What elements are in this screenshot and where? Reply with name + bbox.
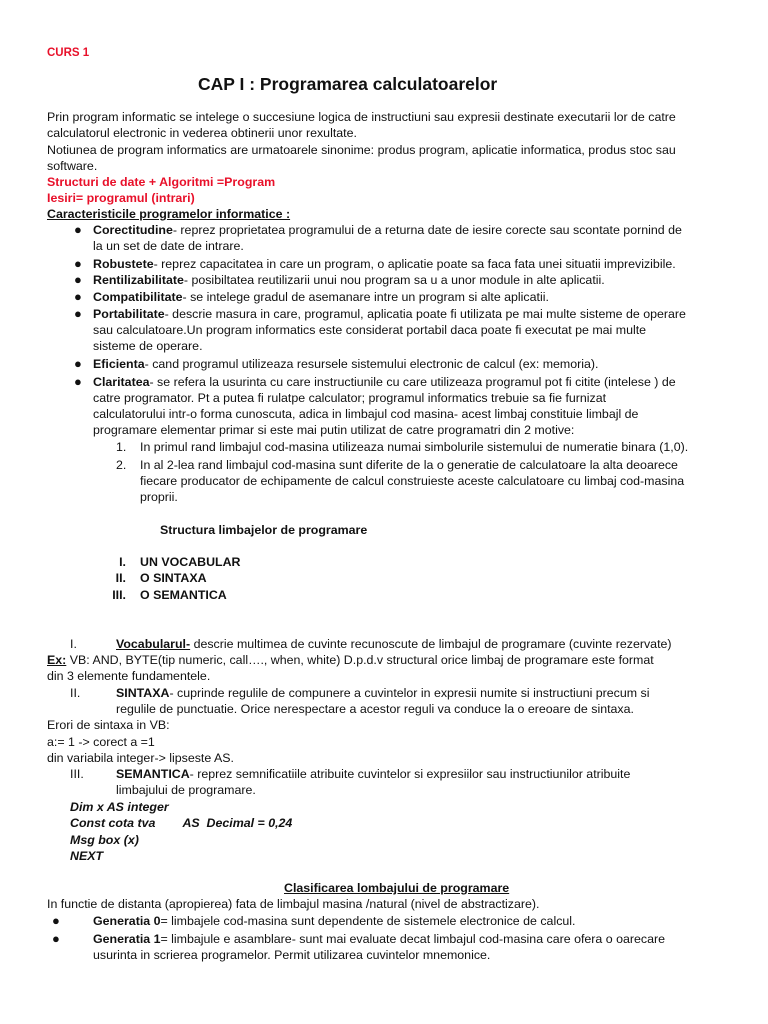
characteristic-item: Compatibilitate- se intelege gradul de asemanare intre un program si alte aplicatii. [93, 290, 549, 304]
bullet-icon: ● [74, 289, 82, 304]
bullet-icon: ● [74, 356, 82, 371]
structure-item: O SEMANTICA [140, 588, 227, 602]
characteristic-line: la un set de date de intrare. [93, 239, 244, 253]
code-line: Msg box (x) [70, 833, 139, 847]
intro-line: software. [47, 159, 98, 173]
semantics-line: SEMANTICA- reprez semnificatiile atribuite cuvintelor si expresiilor sau instructiunilor atribuite [116, 767, 631, 781]
code-line: Dim x AS integer [70, 800, 169, 814]
reason-line: In al 2-lea rand limbajul cod-masina sunt diferite de la o generatie de calculatoare la alta deoarece [140, 458, 678, 472]
characteristic-item: Robustete- reprez capacitatea in care un program, o aplicatie poate sa faca fata unei situatii imprevizibile. [93, 257, 676, 271]
reason-line: In primul rand limbajul cod-masina utilizeaza numai simbolurile sistemului de numeratie binara (1,0). [140, 440, 689, 454]
bullet-icon: ● [74, 272, 82, 287]
structure-item: UN VOCABULAR [140, 555, 241, 569]
characteristic-item: Claritatea- se refera la usurinta cu care instructiunile cu care utilizeaza programul pot fi citite (intelese ) de [93, 375, 676, 389]
syntax-error-line: a:= 1 -> corect a =1 [47, 735, 155, 749]
intro-line: Prin program informatic se intelege o succesiune logica de instructiuni sau expresii destinate executarii lor de catre [47, 110, 676, 124]
characteristic-line: sisteme de operare. [93, 339, 203, 353]
page-title: CAP I : Programarea calculatoarelor [198, 74, 498, 94]
vocab-example: Ex: VB: AND, BYTE(tip numeric, call…., when, white) D.p.d.v structural orice limbaj de programare este format [47, 653, 654, 667]
structure-number: II. [115, 571, 126, 585]
bullet-icon: ● [52, 913, 60, 928]
section-number: III. [70, 767, 84, 781]
generation-line: usurinta in scrierea programelor. Permit utilizarea cuvintelor mnemonice. [93, 948, 491, 962]
code-line: Const cota tva AS Decimal = 0,24 [70, 816, 293, 830]
bullet-icon: ● [74, 256, 82, 271]
classification-heading: Clasificarea lombajului de programare [284, 881, 510, 895]
syntax-line: SINTAXA- cuprinde regulile de compunere a cuvintelor in expresii numite si instructiuni precum si [116, 686, 650, 700]
reason-line: proprii. [140, 490, 178, 504]
bullet-icon: ● [52, 931, 60, 946]
characteristic-item: Corectitudine- reprez proprietatea programului de a returna date de iesire corecte sau scontate pornind de [93, 223, 682, 237]
vocab-line: din 3 elemente fundamentele. [47, 669, 211, 683]
reason-line: fiecare producator de echipamente de calcul construieste aceste calculatoare cu limbaj cod-masina [140, 474, 685, 488]
syntax-error-line: Erori de sintaxa in VB: [47, 718, 170, 732]
characteristic-line: calculatorului intr-o forma cunoscuta, adica in limbajul cod masina- acest limbaj constituie limbajl de [93, 407, 639, 421]
vocab-line: Vocabularul- descrie multimea de cuvinte recunoscute de limbajul de programare (cuvinte rezervate) [116, 637, 672, 651]
characteristic-line: sau calculatoare.Un program informatics este considerat portabil daca poate fi executat pe mai multe [93, 323, 647, 337]
characteristic-item: Eficienta- cand programul utilizeaza resursele sistemului electronic de calcul (ex: memoria). [93, 357, 599, 371]
syntax-line: regulile de punctuatie. Orice nerespectare a acestor reguli va conduce la o ereoare de sintaxa. [116, 702, 634, 716]
bullet-icon: ● [74, 222, 82, 237]
classification-intro: In functie de distanta (apropierea) fata de limbajul masina /natural (nivel de abstractizare). [47, 897, 540, 911]
structure-heading: Structura limbajelor de programare [160, 523, 368, 537]
intro-line: calculatorul electronic in vederea obtinerii unor rexultate. [47, 126, 357, 140]
characteristic-item: Rentilizabilitate- posibiltatea reutilizarii unui nou program sa u a unor module in alte aplicatii. [93, 273, 605, 287]
generation-item: Generatia 0= limbajele cod-masina sunt dependente de sistemele electronice de calcul. [93, 914, 576, 928]
generation-item: Generatia 1= limbajule e asamblare- sunt mai evaluate decat limbajul cod-masina care ofera o oarecare [93, 932, 665, 946]
course-label: CURS 1 [47, 47, 90, 59]
intro-line: Notiunea de program informatics are urmatoarele sinonime: produs program, aplicatie informatica, produs stoc sau [47, 143, 676, 157]
structure-number: III. [112, 588, 126, 602]
structure-number: I. [119, 555, 126, 569]
section-number: I. [70, 637, 77, 651]
formula-program: Structuri de date + Algoritmi =Program [47, 175, 276, 189]
semantics-line: limbajului de programare. [116, 783, 256, 797]
section-number: II. [70, 686, 81, 700]
syntax-error-line: din variabila integer-> lipseste AS. [47, 751, 234, 765]
characteristic-item: Portabilitate- descrie masura in care, programul, aplicatia poate fi utilizata pe mai multe sisteme de operare [93, 307, 686, 321]
structure-item: O SINTAXA [140, 571, 207, 585]
reason-number: 2. [116, 458, 127, 472]
bullet-icon: ● [74, 306, 82, 321]
characteristics-heading: Caracteristicile programelor informatice : [47, 207, 291, 221]
formula-output: Iesiri= programul (intrari) [47, 191, 195, 205]
characteristic-line: programare elementar primar si este mai putin utilizat de catre programatri din 2 motive: [93, 423, 575, 437]
characteristic-line: catre programator. Pt a putea fi rulatpe calculator; programul informatics trebuie sa fie furnizat [93, 391, 607, 405]
code-line: NEXT [70, 849, 104, 863]
reason-number: 1. [116, 440, 127, 454]
bullet-icon: ● [74, 374, 82, 389]
